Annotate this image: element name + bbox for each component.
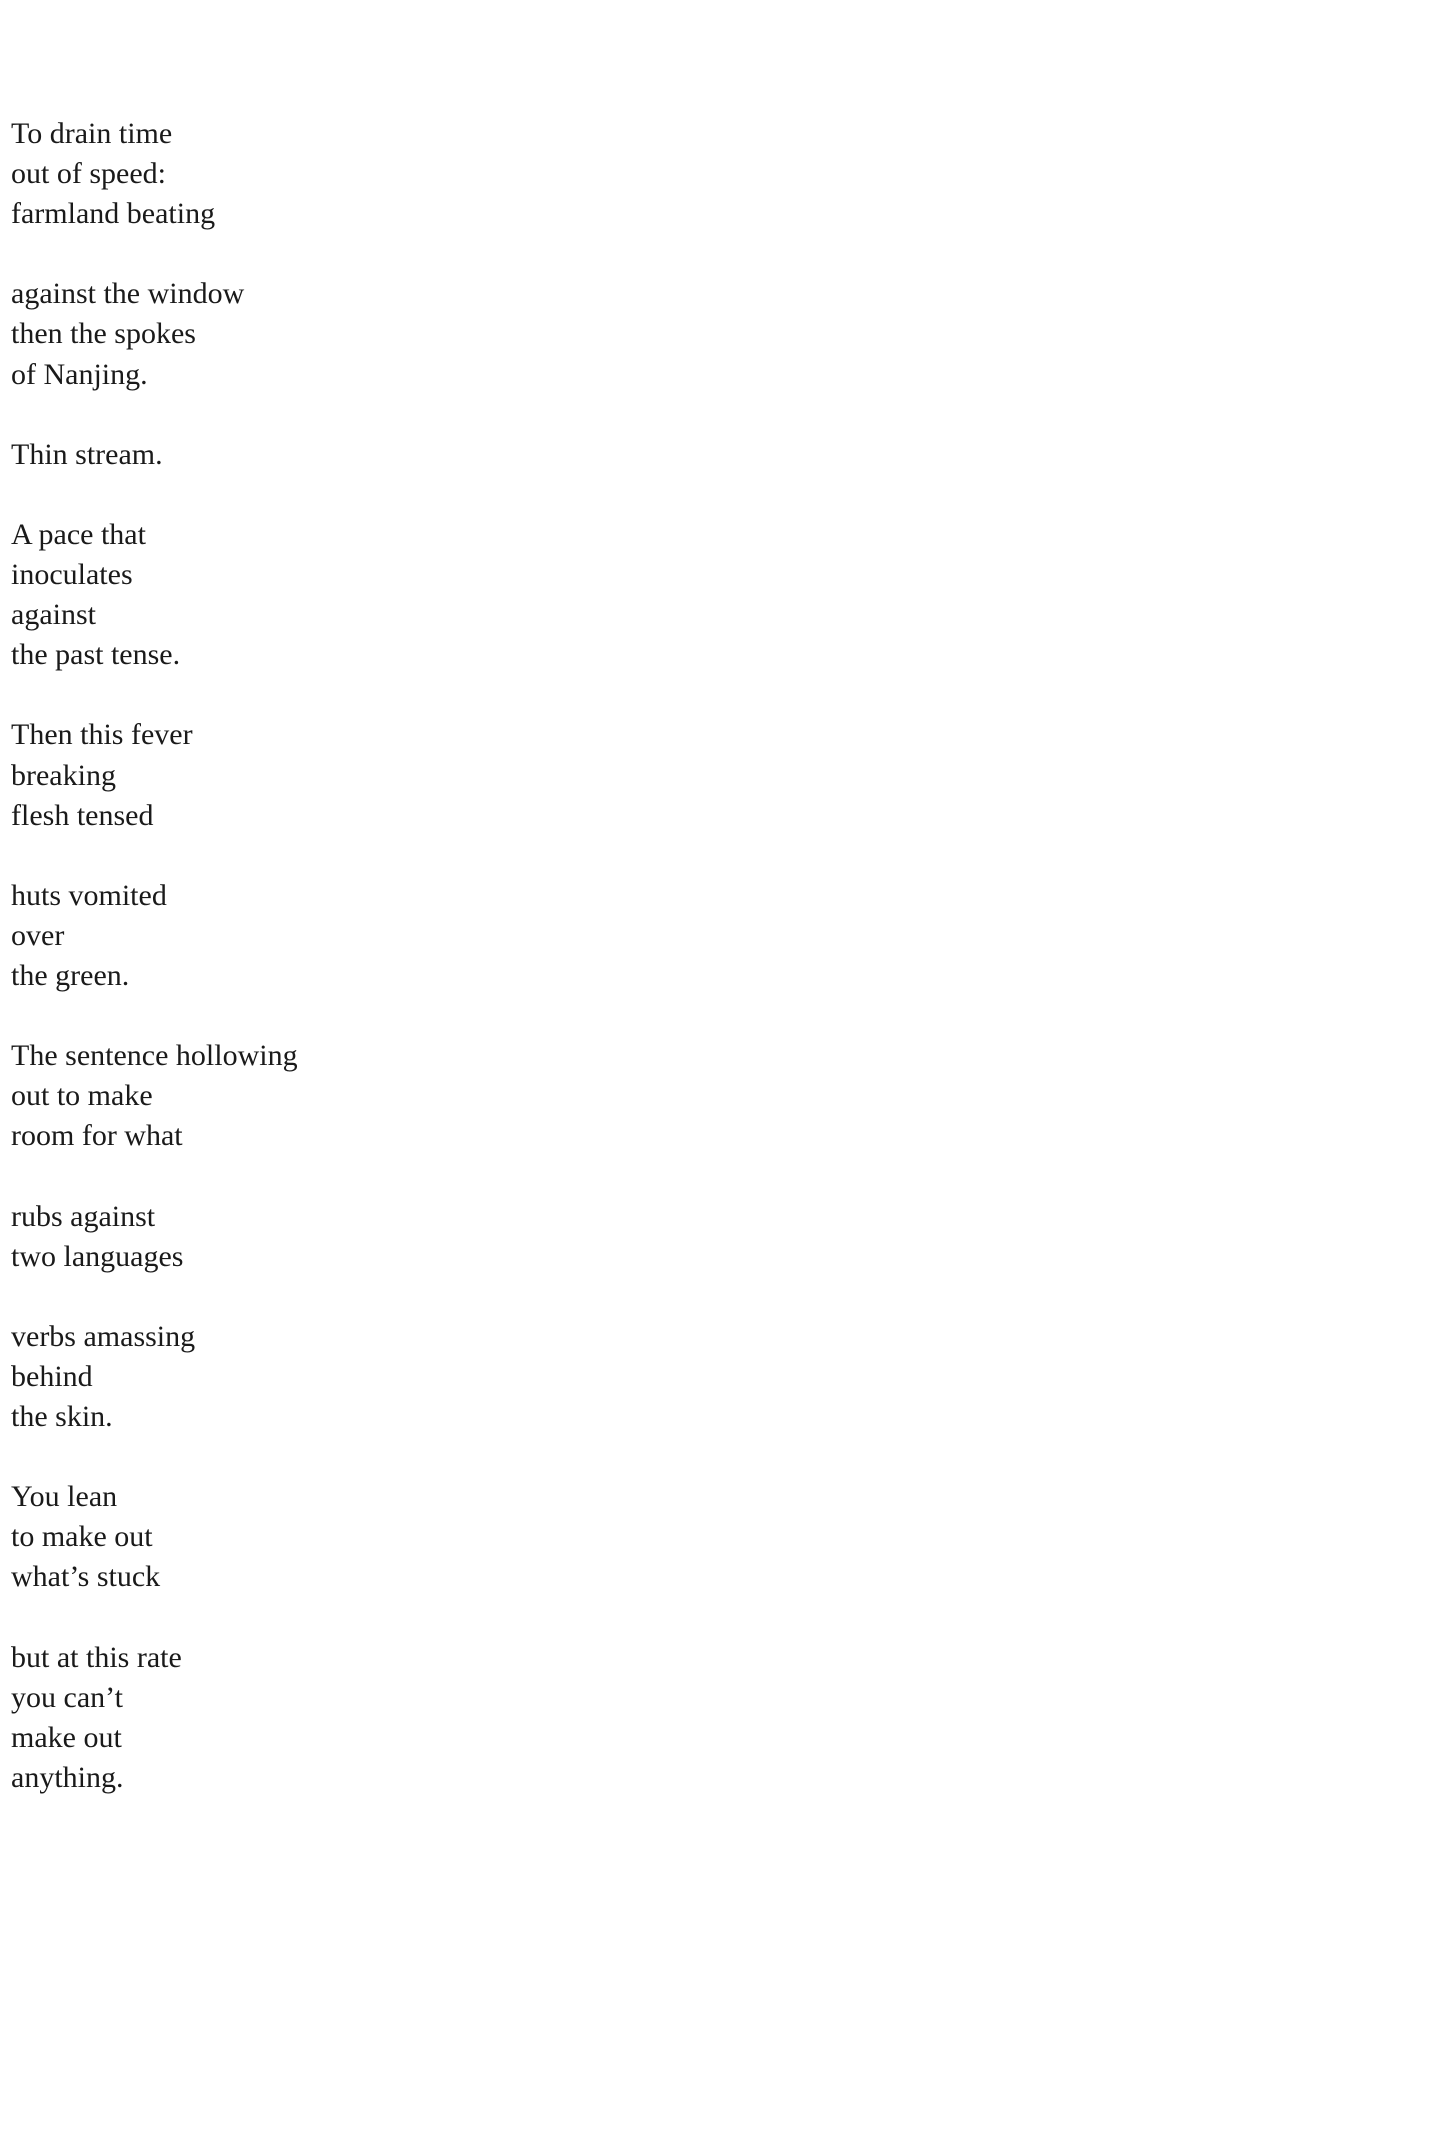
poem-line: what’s stuck bbox=[11, 1560, 161, 1594]
poem-line: farmland beating bbox=[11, 197, 216, 231]
poem-line: anything. bbox=[11, 1760, 124, 1794]
poem-line: verbs amassing bbox=[11, 1319, 196, 1353]
poem-line: two languages bbox=[11, 1239, 184, 1273]
poem-line: room for what bbox=[11, 1119, 183, 1153]
poem-line: to make out bbox=[11, 1520, 153, 1554]
poem-line: but at this rate bbox=[11, 1640, 182, 1674]
stanza bbox=[11, 274, 611, 394]
poem-line: out to make bbox=[11, 1079, 153, 1113]
poem-line: then the spokes bbox=[11, 317, 196, 351]
stanza bbox=[11, 435, 611, 475]
stanza bbox=[11, 114, 611, 234]
stanza bbox=[11, 1197, 611, 1277]
stanza bbox=[11, 715, 611, 835]
poem-line: over bbox=[11, 918, 65, 952]
poem-line: out of speed: bbox=[11, 157, 166, 191]
poem-line: To drain time bbox=[11, 117, 173, 150]
poem-page bbox=[11, 114, 611, 1798]
poem-line: You lean bbox=[11, 1480, 118, 1514]
poem-line: against bbox=[11, 598, 96, 632]
poem-line: rubs against bbox=[11, 1199, 156, 1233]
poem-line: Thin stream. bbox=[11, 437, 163, 471]
poem-line: Then this fever bbox=[11, 718, 193, 752]
stanza bbox=[11, 1638, 611, 1798]
poem-line: behind bbox=[11, 1359, 93, 1393]
stanza bbox=[11, 876, 611, 996]
poem-line: the past tense. bbox=[11, 638, 181, 672]
poem-line: of Nanjing. bbox=[11, 357, 148, 391]
poem-line: breaking bbox=[11, 758, 116, 792]
stanza bbox=[11, 515, 611, 675]
poem-line: the green. bbox=[11, 958, 130, 992]
poem-line: the skin. bbox=[11, 1400, 113, 1433]
poem-line: flesh tensed bbox=[11, 798, 154, 832]
stanza bbox=[11, 1477, 611, 1597]
stanza bbox=[11, 1317, 611, 1437]
poem-line: make out bbox=[11, 1720, 122, 1754]
poem-line: A pace that bbox=[11, 517, 146, 551]
stanza bbox=[11, 1036, 611, 1156]
poem-line: huts vomited bbox=[11, 878, 167, 912]
poem-line: The sentence hollowing bbox=[11, 1039, 298, 1073]
poem-line: you can’t bbox=[11, 1680, 123, 1714]
poem-line: inoculates bbox=[11, 558, 133, 592]
poem-line: against the window bbox=[11, 277, 245, 311]
